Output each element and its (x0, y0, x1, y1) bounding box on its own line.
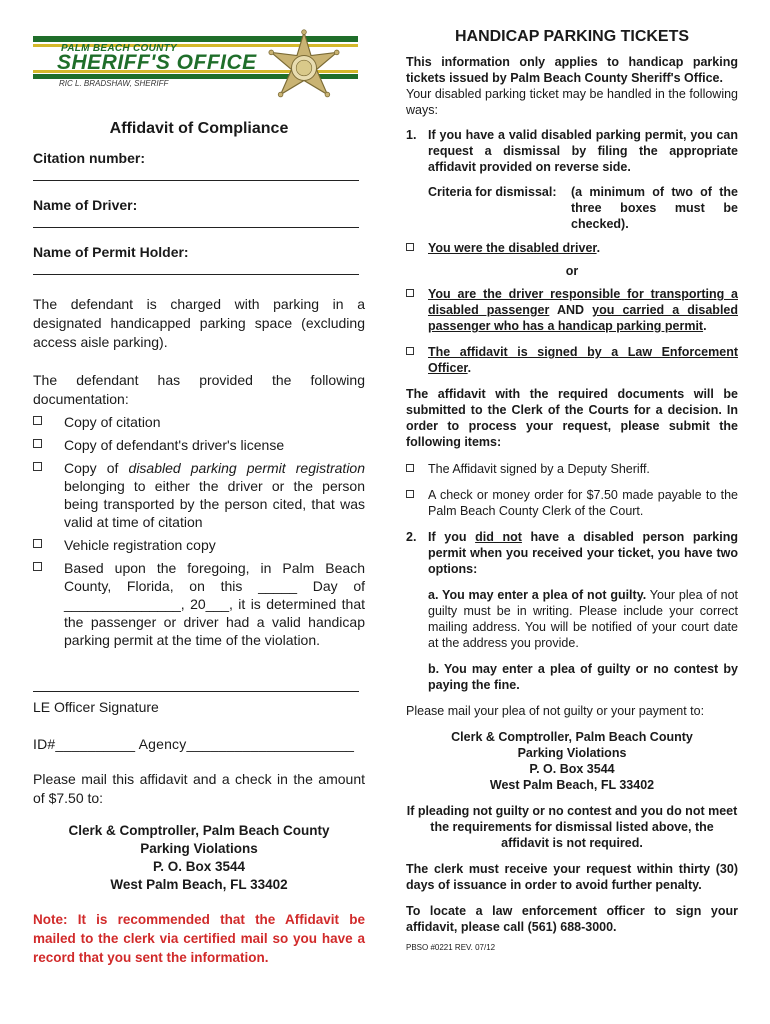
address-line: Parking Violations (517, 746, 627, 760)
address-line: P. O. Box 3544 (152, 859, 246, 874)
checkbox[interactable] (406, 490, 414, 498)
or-separator: or (565, 264, 579, 278)
permit-holder-line[interactable] (33, 260, 359, 275)
affidavit-column (33, 28, 365, 967)
submit-item: A check or money order for $7.50 made payable to the Palm Beach County Clerk of the Court. (406, 487, 738, 519)
option-2: 2. If you did not have a disabled person parking permit when you received your ticket, you have two options: (406, 530, 739, 576)
permit-holder-label: Name of Permit Holder: (33, 244, 189, 260)
address-line: West Palm Beach, FL 33402 (489, 778, 655, 792)
pbso-logo (33, 28, 365, 118)
submit-item: The Affidavit signed by a Deputy Sheriff. (406, 461, 738, 477)
checkbox[interactable] (33, 439, 42, 448)
checkbox[interactable] (33, 416, 42, 425)
logo-office: SHERIFF'S OFFICE (57, 51, 257, 74)
list-item: Copy of disabled parking permit registration belonging to either the driver or the person being transported by the person cited, that was valid at time of citation (33, 459, 365, 531)
not-required-note: If pleading not guilty or no contest and you do not meet the requirements for dismissal listed above, the affidavit is not required. (406, 804, 738, 850)
checkbox[interactable] (406, 289, 414, 297)
mail-lead: Please mail this affidavit and a check in the amount of $7.50 to: (33, 771, 365, 806)
address-line: Clerk & Comptroller, Palm Beach County (451, 730, 693, 744)
form-number: PBSO #0221 REV. 07/12 (406, 943, 496, 952)
checkbox[interactable] (33, 462, 42, 471)
documentation-lead: The defendant has provided the following documentation: (33, 372, 365, 407)
address-line: P. O. Box 3544 (529, 762, 615, 776)
sheriff-star-icon (265, 28, 343, 108)
handled-paragraph: Your disabled parking ticket may be handled in the following ways: (406, 87, 738, 117)
locate-officer-note: To locate a law enforcement officer to sign your affidavit, please call (561) 688-3000. (406, 904, 738, 934)
affidavit-title: Affidavit of Compliance (109, 120, 289, 137)
option-a: a. You may enter a plea of not guilty. Your plea of not guilty must be in writing. Please include your correct mailing address. You will be notified of your court date at the address you provide. (428, 588, 738, 650)
checkbox[interactable] (406, 464, 414, 472)
driver-name-label: Name of Driver: (33, 197, 138, 213)
driver-name-line[interactable] (33, 213, 359, 228)
checkbox[interactable] (406, 347, 414, 355)
mailing-address (33, 822, 365, 894)
instructions-column (406, 28, 738, 952)
right-mailing-address (406, 729, 738, 793)
option-b: b. You may enter a plea of guilty or no contest by paying the fine. (428, 662, 738, 692)
address-line: West Palm Beach, FL 33402 (110, 877, 288, 892)
logo-sheriff-name: RIC L. BRADSHAW, SHERIFF (59, 79, 169, 88)
logo-county: PALM BEACH COUNTY (61, 43, 178, 54)
address-line: Parking Violations (140, 841, 258, 856)
documentation-checklist (33, 413, 365, 649)
checkbox[interactable] (406, 243, 414, 251)
thirty-days-note: The clerk must receive your request within thirty (30) days of issuance in order to avoid further penalty. (406, 862, 738, 892)
list-item: Copy of defendant's driver's license (33, 436, 365, 454)
submit-paragraph: The affidavit with the required documents will be submitted to the Clerk of the Courts for a decision. In order to process your request, please submit the following items: (406, 387, 738, 449)
list-item: Vehicle registration copy (33, 536, 365, 554)
criterion-driver: You were the disabled driver. (406, 240, 738, 256)
list-item: Copy of citation (33, 413, 365, 431)
list-item: Based upon the foregoing, in Palm Beach County, Florida, on this _____ Day of _______________, 20___, it is determined that the passenger or driver had a valid handicap parking permit at the time of the violation. (33, 559, 365, 649)
criteria: Criteria for dismissal: (a minimum of two of the three boxes must be checked). (428, 185, 738, 231)
instructions-title: HANDICAP PARKING TICKETS (454, 28, 690, 45)
charge-paragraph: The defendant is charged with parking in a designated handicapped parking space (excluding access aisle parking). (33, 296, 365, 350)
signature-label: LE Officer Signature (33, 699, 159, 715)
certified-mail-note: Note: It is recommended that the Affidavit be mailed to the clerk via certified mail so you have a record that you sent the information. (33, 912, 365, 965)
checkbox[interactable] (33, 562, 42, 571)
applies-paragraph: This information only applies to handicap parking tickets issued by Palm Beach County Sheriff's Office. (406, 55, 738, 85)
right-mail-lead: Please mail your plea of not guilty or your payment to: (406, 704, 705, 718)
signature-line[interactable] (33, 677, 359, 692)
criterion-transport: You are the driver responsible for transporting a disabled passenger AND you carried a disabled passenger who has a handicap parking permit. (406, 286, 738, 334)
address-line: Clerk & Comptroller, Palm Beach County (68, 823, 330, 838)
option-1: 1. If you have a valid disabled parking permit, you can request a dismissal by filing the appropriate affidavit provided on reverse side. (406, 128, 738, 174)
criterion-officer: The affidavit is signed by a Law Enforcement Officer. (406, 344, 738, 376)
id-agency-line: ID#__________ Agency_____________________ (33, 736, 355, 752)
citation-number-line[interactable] (33, 166, 359, 181)
checkbox[interactable] (33, 539, 42, 548)
citation-number-label: Citation number: (33, 150, 145, 166)
